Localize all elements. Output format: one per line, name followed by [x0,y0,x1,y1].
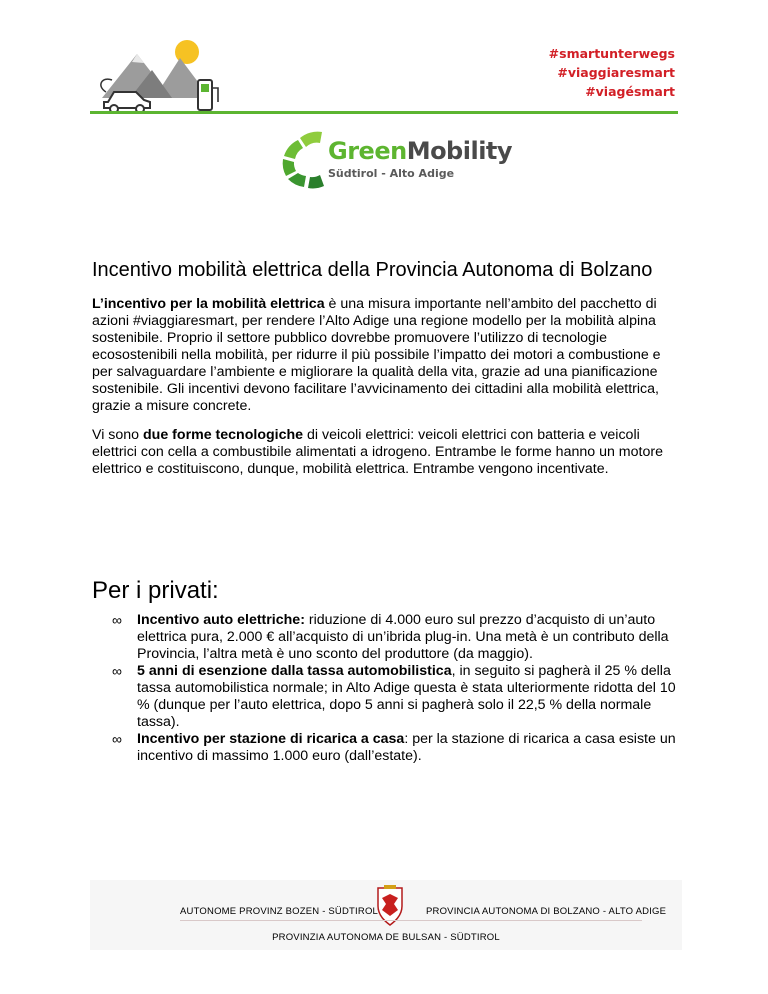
logo-title: GreenMobility [328,137,513,165]
footer-left-text: AUTONOME PROVINZ BOZEN - SÜDTIROL [180,906,379,917]
section-title-privati: Per i privati: [92,577,219,604]
list-item: ∞ Incentivo auto elettriche: riduzione di 4.000 euro sul prezzo d’acquisto di un’auto elettrica pura, 2.000 € all’acquisto di un’ibrida plug-in. Una metà è un contributo della Provincia, l’altra metà è uno sconto del produttore (da maggio). [112,612,669,662]
bullet-icon: ∞ [112,663,122,679]
document-title: Incentivo mobilità elettrica della Provincia Autonoma di Bolzano [92,259,653,281]
hashtag-smartunterwegs: #smartunterwegs [548,46,675,61]
footer-bottom-text: PROVINZIA AUTONOMA DE BULSAN - SÜDTIROL [272,932,500,943]
mountain-ev-illustration [92,36,232,116]
hashtags [549,44,675,101]
footer-divider [180,920,642,921]
footer [90,880,682,950]
hashtag-viagesmart: #viagésmart [585,84,675,99]
technology-paragraph: Vi sono due forme tecnologiche di veicoli elettrici: veicoli elettrici con batteria e veicoli elettrici con cella a combustibile alimentati a idrogeno. Entrambe le forme hanno un motore elettrico e costituiscono, dunque, mobilità elettrica. Entrambe vengono incentivate. [92,427,663,477]
list-item: ∞ 5 anni di esenzione dalla tassa automobilistica, in seguito si pagherà il 25 % della tassa automobilistica normale; in Alto Adige questa è stata ulteriormente ridotta del 10 % (dunque per l’auto elettrica, dopo 5 anni si pagherà solo il 22,5 % della normale tassa). [112,663,676,730]
incentive-list [92,612,682,765]
green-mobility-emblem-icon [283,132,324,189]
bullet-icon: ∞ [112,612,122,628]
province-crest-icon [370,884,410,928]
footer-right-text: PROVINCIA AUTONOMA DI BOLZANO - ALTO ADIGE [426,906,667,917]
hashtag-viaggiaresmart: #viaggiaresmart [557,65,675,80]
header-divider [90,111,678,114]
list-item: ∞ Incentivo per stazione di ricarica a casa: per la stazione di ricarica a casa esiste un incentivo di massimo 1.000 euro (dall’estate). [112,731,676,764]
bullet-icon: ∞ [112,731,122,747]
charging-station-icon [198,80,218,110]
intro-paragraph: L’incentivo per la mobilità elettrica è una misura importante nell’ambito del pacchetto di azioni #viaggiaresmart, per rendere l’Alto Adige una regione modello per la mobilità alpina sostenibile. Proprio il settore pubblico dovrebbe promuovere l’utilizzo di tecnologie ecosostenibili nella mobilità, per ridurre il più possibile l’impatto dei motori a combustione e per salvaguardare l’ambiente e migliorare la qualità della vita, grazie ad una pianificazione sostenibile. Gli incentivi devono facilitare l’avvicinamento dei cittadini alla mobilità elettrica, grazie a misure concrete. [92,296,661,414]
logo-subtitle: Südtirol - Alto Adige [328,167,455,180]
